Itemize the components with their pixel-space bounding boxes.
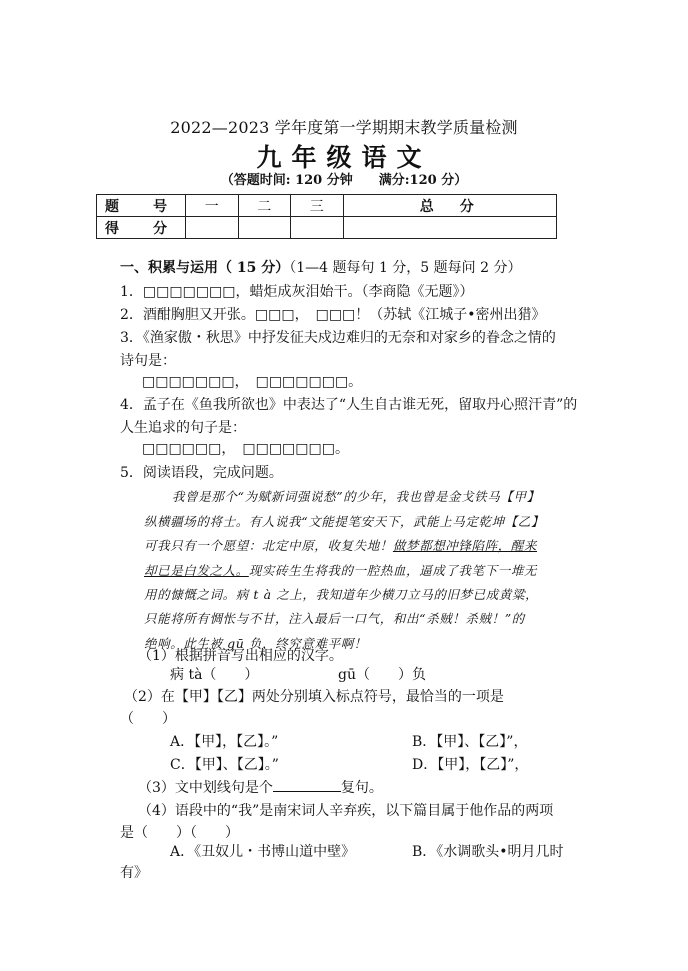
exam-meta: （答题时间: 120 分钟 满分:120 分） <box>220 173 468 188</box>
question-3-line1: 3．《渔家傲・秋思》中抒发征夫戍边难归的无奈和对家乡的眷念之情的 <box>120 330 556 346</box>
option-b[interactable]: B．《水调歌头•明月几时 <box>412 844 564 860</box>
score-table-cell: 一 <box>186 195 239 217</box>
score-cell-blank[interactable] <box>238 217 291 239</box>
exam-title: 2022—2023 学年度第一学期期末教学质量检测 <box>170 118 518 137</box>
underlined-sentence: 却已是白发之人。 <box>144 563 249 578</box>
question-4-line1: 4．孟子在《鱼我所欲也》中表达了“人生自古谁无死，留取丹心照汗青”的 <box>120 397 578 413</box>
question-1: 1．□□□□□□□，蜡炬成灰泪始干。（李商隐《无题》） <box>120 284 474 300</box>
sub-question-3-text: （3）文中划线句是个 <box>138 780 273 796</box>
question-4-blanks[interactable]: □□□□□□， □□□□□□□。 <box>142 441 349 457</box>
option-a[interactable]: A．《丑奴儿・书博山道中壁》 <box>170 844 356 860</box>
section-heading <box>120 257 521 277</box>
score-table-cell: 二 <box>238 195 291 217</box>
subject-title: 九年级语文 <box>256 143 432 172</box>
option-a[interactable]: A．【甲】，【乙】。” <box>170 734 279 750</box>
passage-line: 纵横疆场的将士。有人说我“文能提笔安天下，武能上马定乾坤【乙】 <box>144 514 544 529</box>
option-b-continued: 有》 <box>120 865 148 881</box>
score-table-cell: 得 分 <box>97 217 186 239</box>
fill-blank[interactable] <box>273 779 341 792</box>
sub-question-2: （2）在【甲】【乙】两处分别填入标点符号，最恰当的一项是 <box>124 689 504 705</box>
option-c[interactable]: C．【甲】、【乙】。” <box>170 757 279 773</box>
passage-line <box>144 536 537 554</box>
question-4-line2: 人生追求的句子是： <box>120 420 246 436</box>
score-cell-blank[interactable] <box>186 217 239 239</box>
sub-question-3 <box>138 777 383 797</box>
score-table-header-row <box>97 195 557 217</box>
question-2: 2．酒酣胸胆又开张。□□□， □□□！（苏轼《江城子•密州出猎》 <box>120 307 546 323</box>
passage-line: 我曾是那个“为赋新词强说愁”的少年，我也曾是金戈铁马【甲】 <box>172 489 540 504</box>
score-table <box>96 194 557 239</box>
question-3-line2: 诗句是： <box>120 353 176 369</box>
sub-question-3-tail: 复句。 <box>340 780 383 796</box>
question-3-blanks[interactable]: □□□□□□□， □□□□□□□。 <box>142 374 363 390</box>
answer-paren[interactable]: （ ） <box>120 711 176 727</box>
passage-line: 绝响。此生被 gū 负，终究意难平啊！ <box>144 636 367 651</box>
score-cell-blank[interactable] <box>291 217 344 239</box>
option-d[interactable]: D．【甲】，【乙】”， <box>412 757 529 773</box>
sub-question-4: （4）语段中的“我”是南宋词人辛弃疾，以下篇目属于他作品的两项 <box>138 803 554 819</box>
underlined-sentence: 做梦都想冲锋陷阵，醒来 <box>392 538 538 553</box>
score-table-score-row <box>97 217 557 239</box>
pinyin-blank-gu[interactable]: gū（ ）负 <box>338 667 426 683</box>
section-title: 一、积累与运用（ 15 分） <box>120 260 290 276</box>
score-table-cell: 三 <box>291 195 344 217</box>
passage-text: 现实砖生生将我的一腔热血，逼成了我笔下一堆无 <box>248 563 538 578</box>
score-table-cell: 题 号 <box>97 195 186 217</box>
pinyin-blank-ta[interactable]: 病 tà（ ） <box>170 667 259 683</box>
passage-line: 只能将所有惆怅与不甘，注入最后一口气，和出“杀贼！杀贼！”的 <box>144 611 525 626</box>
passage-line: 用的慷慨之词。病 t à 之上，我知道年少横刀立马的旧梦已成黄粱， <box>144 587 539 602</box>
section-note: （1—4 题每句 1 分，5 题每问 2 分） <box>289 260 522 276</box>
passage-line <box>144 561 537 579</box>
score-table-cell: 总 分 <box>343 195 557 217</box>
question-5-intro: 5．阅读语段，完成问题。 <box>120 465 283 481</box>
score-cell-blank[interactable] <box>343 217 557 239</box>
option-b[interactable]: B．【甲】、【乙】”， <box>412 734 528 750</box>
passage-text: 可我只有一个愿望：北定中原，收复失地！ <box>144 538 393 553</box>
sub-question-1: （1）根据拼音写出相应的汉字。 <box>138 648 343 664</box>
sub-question-4-answer[interactable]: 是（ ）（ ） <box>120 825 239 841</box>
